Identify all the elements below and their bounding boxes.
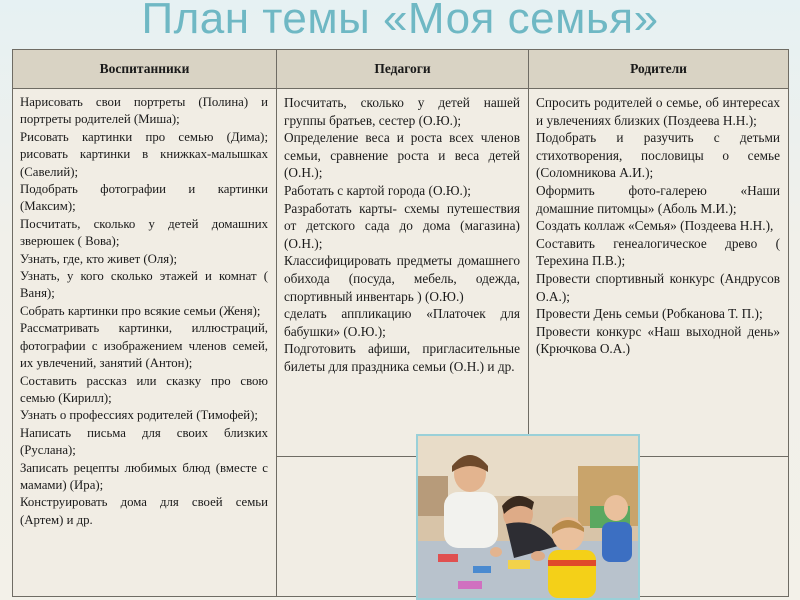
photo-illustration [418, 436, 638, 598]
pupils-cell [13, 89, 277, 597]
list-item: Провести конкурс «Наш выходной день» (Крючкова О.А.) [536, 323, 780, 357]
family-activity-photo [416, 434, 640, 600]
list-item: Работать с картой города (О.Ю.); [284, 182, 471, 198]
list-item: Подобрать и разучить с детьми стихотворения, пословицы о семье (Соломникова А.И.); [536, 130, 780, 181]
list-item: сделать аппликацию «Платочек для бабушки» (О.Ю.); [284, 306, 520, 339]
list-item: Посчитать, сколько у детей нашей группы братьев, сестер (О.Ю.); [284, 95, 520, 128]
list-item: Оформить фото-галерею «Наши домашние питомцы» (Аболь М.И.); [536, 182, 780, 216]
list-item: Создать коллаж «Семья» (Поздеева Н.Н.), [536, 218, 774, 234]
list-item: Рисовать картинки про семью (Дима); рисовать картинки в книжках-малышках (Савелий); [20, 129, 268, 179]
list-item: Записать рецепты любимых блюд (вместе с мамами) (Ира); [20, 460, 268, 492]
list-item: Провести спортивный конкурс (Андрусов О.А.); [536, 270, 780, 304]
list-item: Написать письма для своих близких (Руслана); [20, 425, 268, 458]
header-parents: Родители [529, 50, 789, 89]
parents-cell [529, 89, 789, 457]
list-item: Спросить родителей о семье, об интересах и увлечениях близких (Поздеева Н.Н.); [536, 95, 780, 128]
list-item: Узнать, где, кто живет (Оля); [20, 251, 178, 266]
list-item: Нарисовать свои портреты (Полина) и портреты родителей (Миша); [20, 95, 268, 127]
header-pupils: Воспитанники [13, 50, 277, 89]
list-item: Составить генеалогическое древо ( Терехина П.В.); [536, 235, 780, 269]
list-item: Подобрать фотографии и картинки (Максим); [20, 182, 268, 214]
list-item: Определение веса и роста всех членов семьи, сравнение роста и веса детей (О.Н.); [284, 130, 520, 181]
list-item: Собрать картинки про всякие семьи (Женя); [20, 303, 261, 318]
list-item: Конструировать дома для своей семьи (Артем) и др. [20, 495, 268, 527]
list-item: Подготовить афиши, пригласительные билеты для праздника семьи (О.Н.) и др. [284, 341, 520, 374]
page-title: План темы «Моя семья» [141, 0, 659, 43]
teachers-cell [277, 89, 529, 457]
header-teachers: Педагоги [277, 50, 529, 89]
list-item: Составить рассказ или сказку про свою семью (Кирилл); [20, 373, 268, 405]
list-item: Разработать карты- схемы путешествия от детского сада до дома (магазина) (О.Н.); [284, 200, 520, 251]
plan-table [12, 49, 789, 597]
list-item: Посчитать, сколько у детей домашних зверюшек ( Вова); [20, 216, 268, 249]
list-item: Узнать о профессиях родителей (Тимофей); [20, 408, 258, 423]
list-item: Провести День семьи (Робканова Т. П.); [536, 306, 763, 322]
list-item: Узнать, у кого сколько этажей и комнат ( Ваня); [20, 269, 268, 301]
list-item: Рассматривать картинки, иллюстраций, фотографии с изображением членов семей, их увлечений, занятий (Антон); [20, 321, 268, 371]
list-item: Классифицировать предметы домашнего обихода (посуда, мебель, одежда, спортивный инвентарь ) (О.Ю.) [284, 253, 520, 304]
table-header-row [13, 50, 789, 89]
